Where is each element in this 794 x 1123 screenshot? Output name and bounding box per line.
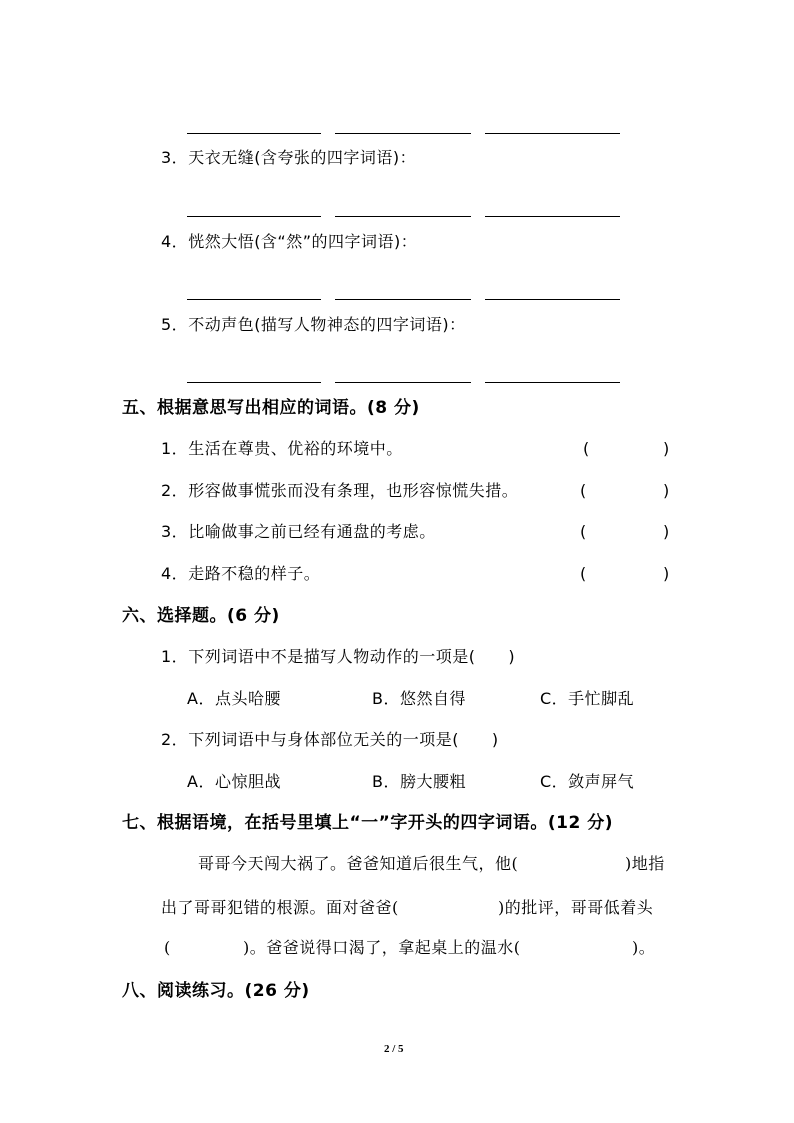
choice-option-b[interactable]: B．悠然自得	[372, 689, 466, 708]
choice-option-c[interactable]: C．敛声屏气	[540, 772, 635, 791]
question-item	[161, 314, 466, 336]
item-text: 下列词语中与身体部位无关的一项是( )	[188, 730, 499, 749]
answer-paren-open[interactable]: (	[580, 481, 587, 500]
item-number: 1．	[161, 647, 189, 666]
question-item	[161, 147, 416, 169]
answer-blank[interactable]	[485, 216, 620, 217]
passage-text: 哥哥今天闯大祸了。爸爸知道后很生气，他(	[198, 854, 519, 873]
item-number: 4．	[161, 564, 189, 583]
item-text: 比喻做事之前已经有通盘的考虑。	[188, 522, 436, 541]
item-text: 恍然大悟(含“然”的四字词语)：	[188, 232, 418, 251]
answer-paren-open[interactable]: (	[583, 439, 590, 458]
question-item	[161, 231, 417, 253]
question-item	[161, 563, 320, 585]
item-number: 1．	[161, 439, 189, 458]
answer-paren-close: )	[663, 564, 670, 583]
passage-line	[161, 897, 399, 919]
choice-option-b[interactable]: B．膀大腰粗	[372, 772, 466, 791]
item-text: 形容做事慌张而没有条理，也形容惊慌失措。	[188, 481, 519, 500]
section-heading: 七、根据语境，在括号里填上“一”字开头的四字词语。(12 分)	[122, 813, 613, 833]
answer-blank[interactable]	[485, 299, 620, 300]
answer-blank[interactable]	[187, 299, 321, 300]
passage-text: 出了哥哥犯错的根源。面对爸爸(	[161, 898, 399, 917]
section-heading: 八、阅读练习。(26 分)	[122, 981, 310, 1001]
question-item	[161, 480, 518, 502]
answer-blank[interactable]	[335, 382, 471, 383]
question-item	[161, 438, 403, 460]
choice-option-a[interactable]: A．点头哈腰	[187, 689, 281, 708]
answer-blank[interactable]	[187, 133, 321, 134]
answer-paren-open[interactable]: (	[580, 564, 587, 583]
answer-blank[interactable]	[187, 216, 321, 217]
item-text: 下列词语中不是描写人物动作的一项是( )	[188, 647, 516, 666]
answer-blank[interactable]	[485, 133, 620, 134]
item-number: 3．	[161, 522, 189, 541]
passage-text: )。爸爸说得口渴了，拿起桌上的温水(	[243, 938, 521, 957]
answer-blank[interactable]	[335, 216, 471, 217]
item-text: 走路不稳的样子。	[188, 564, 321, 583]
answer-paren-close: )	[663, 439, 670, 458]
passage-text: )。	[632, 938, 656, 957]
item-text: 生活在尊贵、优裕的环境中。	[188, 439, 403, 458]
answer-paren-close: )	[663, 481, 670, 500]
item-text: 不动声色(描写人物神态的四字词语)：	[188, 315, 466, 334]
question-item	[161, 729, 499, 751]
page-number: 2 / 5	[384, 1043, 404, 1055]
question-item	[161, 646, 515, 668]
answer-blank[interactable]	[187, 382, 321, 383]
passage-line	[198, 853, 518, 875]
item-number: 3．	[161, 148, 189, 167]
answer-blank[interactable]	[485, 382, 620, 383]
passage-text: )地指	[625, 854, 665, 873]
passage-text: (	[164, 938, 171, 957]
item-text: 天衣无缝(含夸张的四字词语)：	[188, 148, 417, 167]
item-number: 2．	[161, 481, 189, 500]
answer-blank[interactable]	[335, 299, 471, 300]
choice-option-a[interactable]: A．心惊胆战	[187, 772, 281, 791]
passage-text: )的批评，哥哥低着头	[498, 898, 654, 917]
question-item	[161, 521, 436, 543]
answer-blank[interactable]	[335, 133, 471, 134]
answer-paren-open[interactable]: (	[580, 522, 587, 541]
choice-option-c[interactable]: C．手忙脚乱	[540, 689, 635, 708]
item-number: 2．	[161, 730, 189, 749]
answer-paren-close: )	[663, 522, 670, 541]
item-number: 5．	[161, 315, 189, 334]
item-number: 4．	[161, 232, 189, 251]
section-heading: 五、根据意思写出相应的词语。(8 分)	[122, 398, 420, 418]
section-heading: 六、选择题。(6 分)	[122, 606, 280, 626]
